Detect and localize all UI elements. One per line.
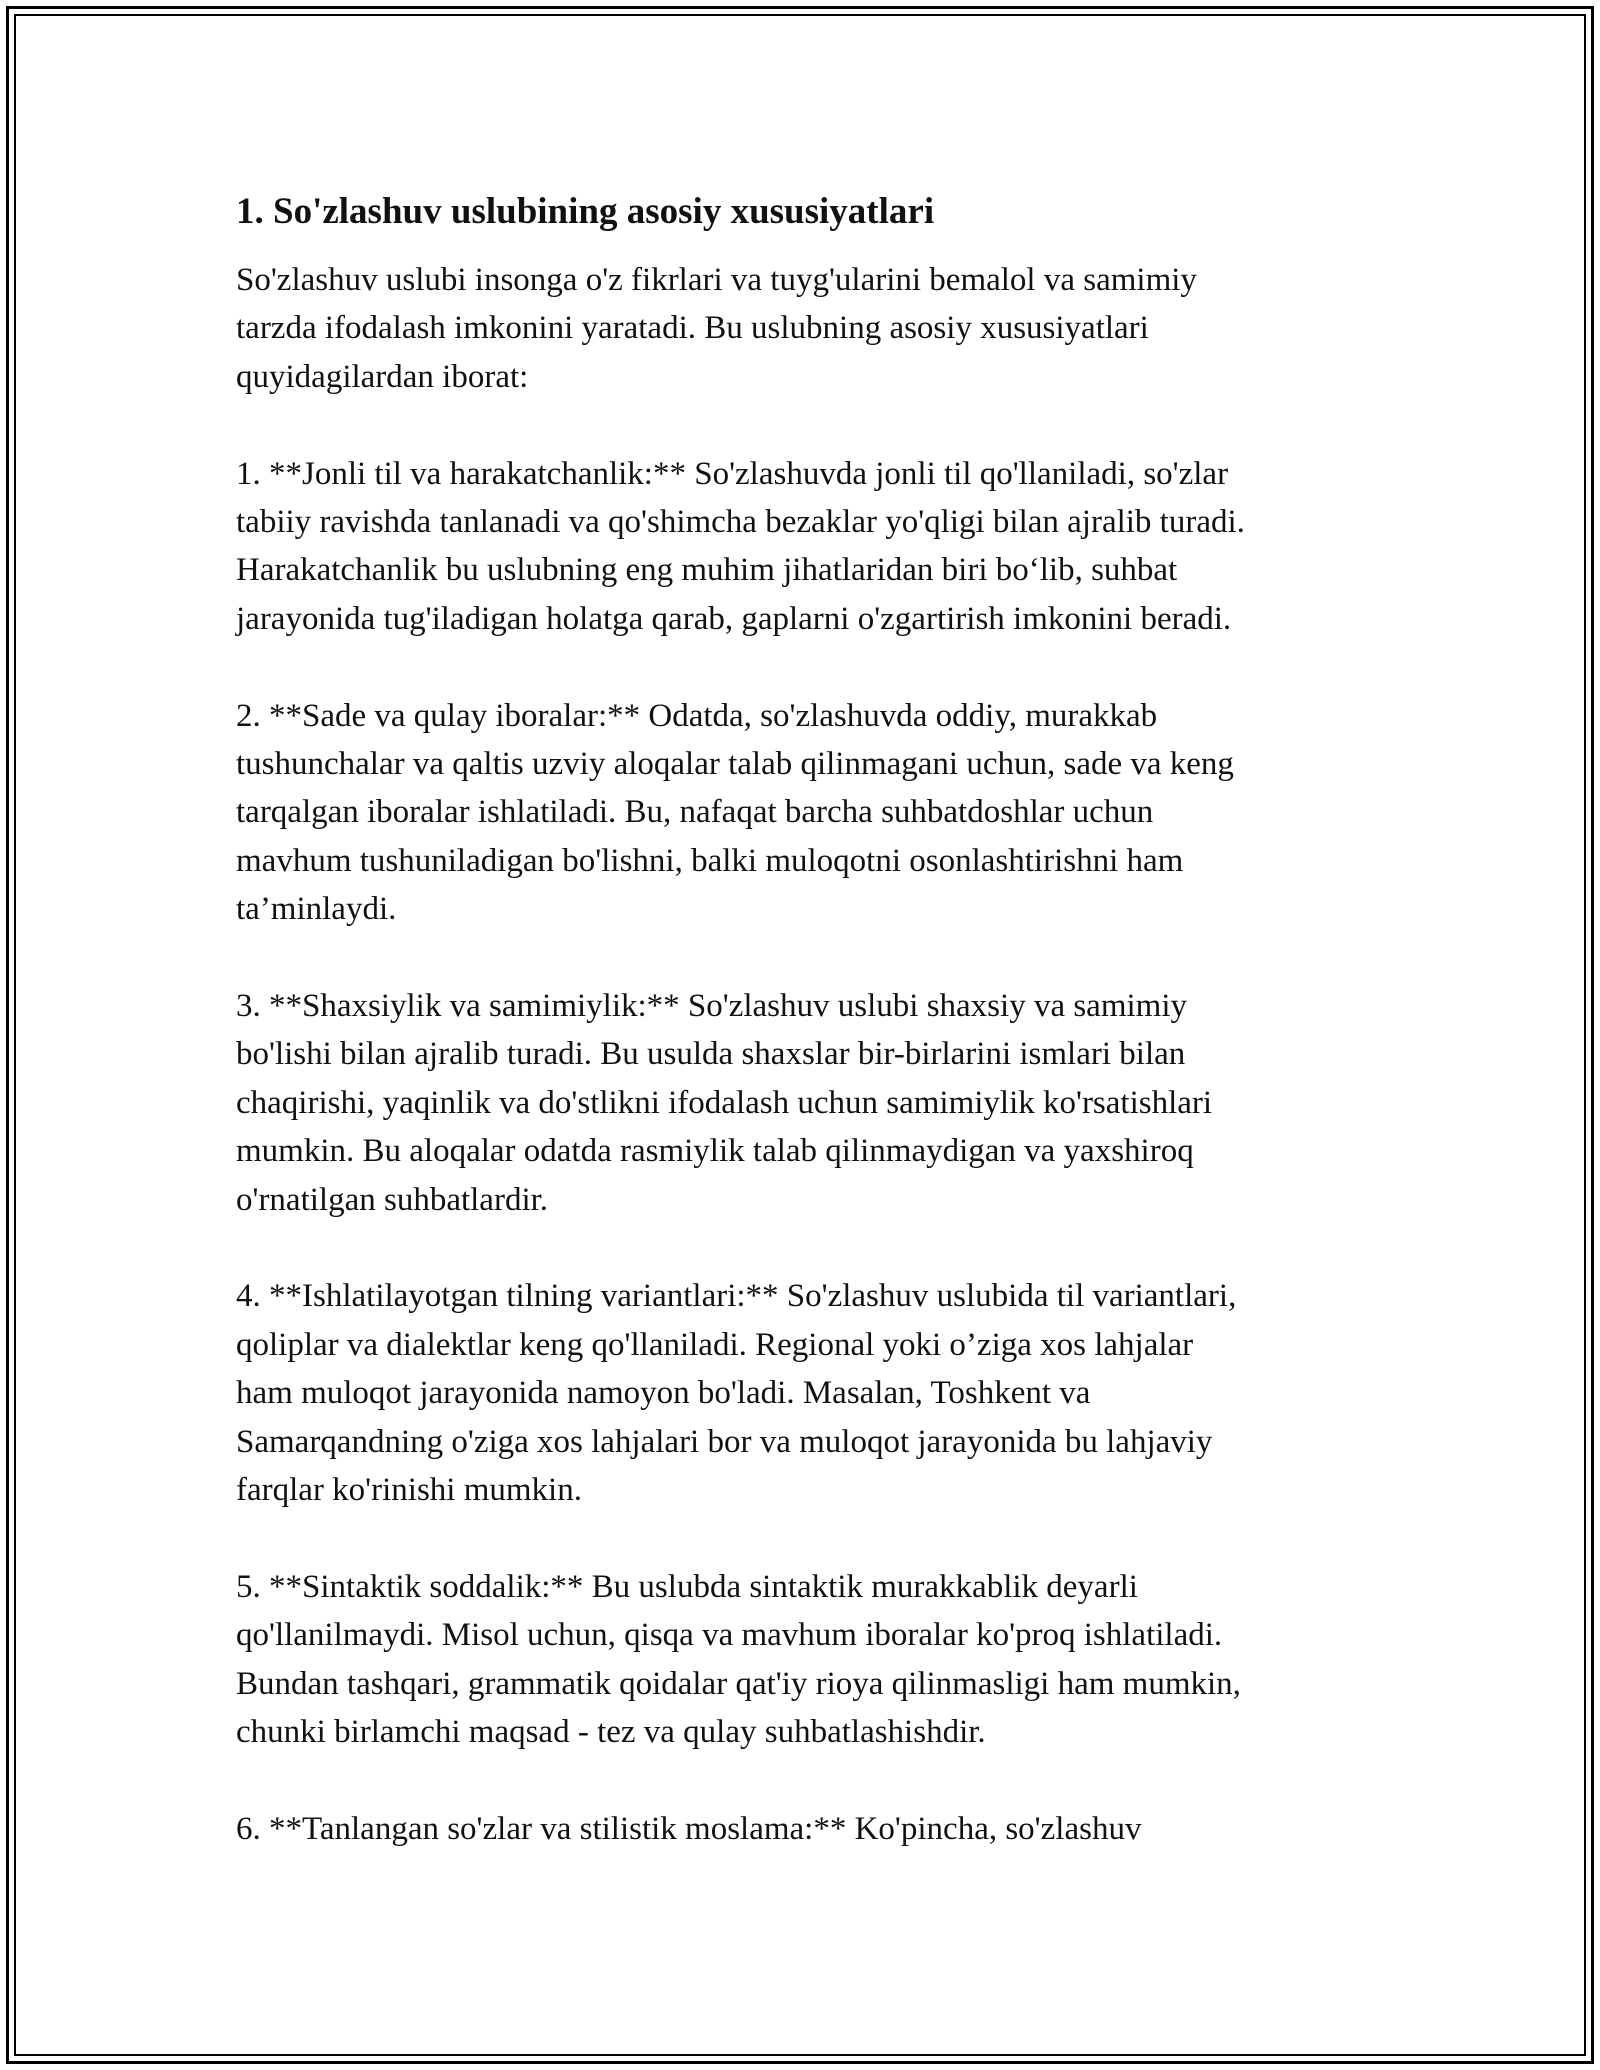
text-line: ham muloqot jarayonida namoyon bo'ladi. Masalan, Toshkent va [236, 1375, 1091, 1412]
paragraph-item-1 [236, 450, 1416, 644]
text-line: ta’minlaydi. [236, 891, 397, 928]
section-title: 1. So'zlashuv uslubining asosiy xususiyatlari [236, 191, 935, 232]
text-line: jarayonida tug'iladigan holatga qarab, gaplarni o'zgartirish imkonini beradi. [236, 600, 1232, 637]
paragraph-item-5 [236, 1563, 1416, 1757]
text-line: farqlar ko'rinishi mumkin. [236, 1472, 582, 1509]
text-line: 4. **Ishlatilayotgan tilning variantlari:** So'zlashuv uslubida til variantlari, [236, 1278, 1237, 1315]
text-line: mumkin. Bu aloqalar odatda rasmiylik talab qilinmaydigan va yaxshiroq [236, 1133, 1194, 1170]
text-line: 6. **Tanlangan so'zlar va stilistik moslama:** Ko'pincha, so'zlashuv [236, 1810, 1142, 1847]
paragraph-item-6 [236, 1805, 1416, 1853]
text-line: mavhum tushuniladigan bo'lishni, balki muloqotni osonlashtirishni ham [236, 842, 1184, 879]
document-body [236, 188, 1416, 1902]
text-line: So'zlashuv uslubi insonga o'z fikrlari va tuyg'ularini bemalol va samimiy [236, 262, 1197, 298]
text-line: tabiiy ravishda tanlanadi va qo'shimcha bezaklar yo'qligi bilan ajralib turadi. [236, 504, 1245, 541]
text-line: 3. **Shaxsiylik va samimiylik:** So'zlashuv uslubi shaxsiy va samimiy [236, 988, 1188, 1025]
text-line: Harakatchanlik bu uslubning eng muhim jihatlaridan biri bo‘lib, suhbat [236, 552, 1178, 589]
text-line: tarzda ifodalash imkonini yaratadi. Bu uslubning asosiy xususiyatlari [236, 310, 1149, 347]
text-line: quyidagilardan iborat: [236, 358, 529, 395]
text-line: Bundan tashqari, grammatik qoidalar qat'iy rioya qilinmasligi ham mumkin, [236, 1665, 1241, 1702]
text-line: 2. **Sade va qulay iboralar:** Odatda, so'zlashuvda oddiy, murakkab [236, 697, 1158, 734]
paragraph-item-3 [236, 982, 1416, 1224]
text-line: 5. **Sintaktik soddalik:** Bu uslubda sintaktik murakkablik deyarli [236, 1568, 1138, 1605]
paragraph-intro [236, 256, 1416, 401]
paragraph-item-4 [236, 1272, 1416, 1514]
text-line: chunki birlamchi maqsad - tez va qulay suhbatlashishdir. [236, 1714, 986, 1751]
text-line: qoliplar va dialektlar keng qo'llaniladi. Regional yoki o’ziga xos lahjalar [236, 1326, 1194, 1363]
text-line: tushunchalar va qaltis uzviy aloqalar talab qilinmagani uchun, sade va keng [236, 746, 1234, 783]
text-line: qo'llanilmaydi. Misol uchun, qisqa va mavhum iboralar ko'proq ishlatiladi. [236, 1617, 1223, 1654]
text-line: o'rnatilgan suhbatlardir. [236, 1181, 549, 1218]
text-line: 1. **Jonli til va harakatchanlik:** So'zlashuvda jonli til qo'llaniladi, so'zlar [236, 455, 1229, 492]
text-line: chaqirishi, yaqinlik va do'stlikni ifodalash uchun samimiylik ko'rsatishlari [236, 1084, 1213, 1121]
text-line: Samarqandning o'ziga xos lahjalari bor va muloqot jarayonida bu lahjaviy [236, 1423, 1213, 1460]
paragraph-item-2 [236, 692, 1416, 934]
text-line: bo'lishi bilan ajralib turadi. Bu usulda shaxslar bir-birlarini ismlari bilan [236, 1036, 1186, 1073]
text-line: tarqalgan iboralar ishlatiladi. Bu, nafaqat barcha suhbatdoshlar uchun [236, 794, 1154, 831]
